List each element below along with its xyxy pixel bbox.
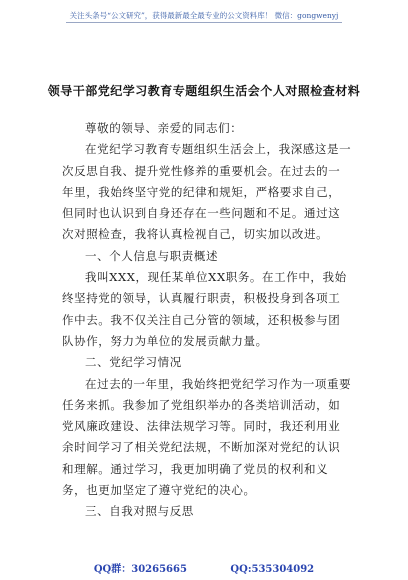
footer-contact [0, 560, 408, 575]
document-body [62, 118, 352, 523]
section-2-paragraph: 在过去的一年里，我始终把党纪学习作为一项重要任务来抓。我参加了党组织举办的各类培训活动，如党风廉政建设、法律法规学习等。同时，我还利用业余时间学习了相关党纪法规，不断加深对党纪的认识和理解。通过学习，我更加明确了党员的权利和义务，也更加坚定了遵守党纪的决心。 [62, 376, 352, 498]
section-1-heading: 一、个人信息与职责概述 [85, 248, 219, 263]
section-2-heading: 二、党纪学习情况 [85, 355, 182, 370]
intro-paragraph: 在党纪学习教育专题组织生活会上，我深感这是一次反思自我、提升党性修养的重要机会。在过去的一年里，我始终坚守党的纪律和规矩，严格要求自己，但同时也认识到自身还存在一些问题和不足。通过这次对照检查，我将认真检视自己，切实加以改进。 [62, 142, 352, 242]
header-promo-note: 关注头条号“公文研究”，获得最新最全最专业的公文资料库！ 微信：gongwenyj [69, 11, 339, 20]
section-1-paragraph: 我叫XXX，现任某单位XX职务。在工作中，我始终坚持党的领导，认真履行职责，积极投身到各项工作中去。我不仅关注自己分管的领域，还积极参与团队协作，努力为单位的发展贡献力量。 [62, 270, 347, 348]
footer-qq-number: QQ:535304092 [230, 564, 315, 575]
header-divider [66, 22, 342, 23]
footer-qq-group: QQ群：30265665 [93, 564, 187, 575]
section-3-heading: 三、自我对照与反思 [85, 504, 194, 519]
salutation: 尊敬的领导、亲爱的同志们： [85, 121, 243, 135]
document-title: 领导干部党纪学习教育专题组织生活会个人对照检查材料 [47, 84, 361, 98]
